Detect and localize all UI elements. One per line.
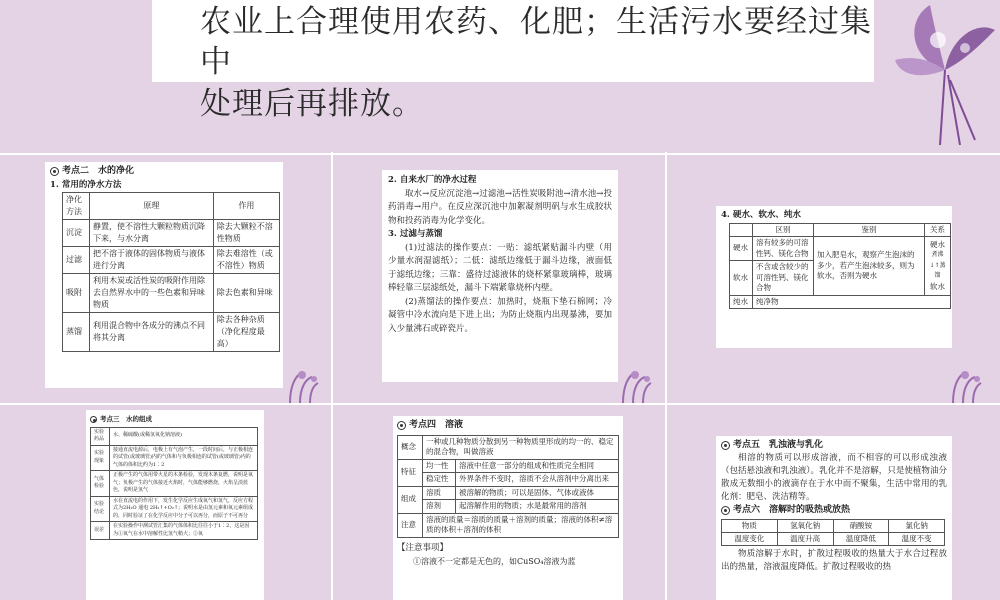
table-row: 稳定性 外界条件不变时，溶质不会从溶剂中分离出来 — [398, 473, 619, 487]
table-row: 概念 一种或几种物质分散到另一种物质里形成的均一的、稳定的混合物，叫做溶液 — [398, 435, 619, 459]
table-row: 实验现象 接通直流电源后，电极上有气泡产生，一段时间后，与正极相连的试管(或玻璃管)内的气体和与负极相连的试管(或玻璃管)内的气体的体积比约为1∶2 — [91, 445, 258, 471]
water-hardness-table — [729, 223, 951, 310]
table-row: 吸附 利用木炭或活性炭的吸附作用除去自然界水中的一些色素和异味物质 除去色素和异味 — [63, 274, 280, 313]
card-title: 4. 硬水、软水、纯水 — [721, 210, 801, 220]
banner-line-1: 农业上合理使用农药、化肥；生活污水要经过集中 — [200, 4, 872, 80]
section-title: 考点六 溶解时的吸热或放热 — [721, 504, 947, 517]
bullet-icon — [397, 421, 406, 430]
table-row: 误差 在实验操作中测试管汇集的气体体积比往往小于1∶2，这是因为①氧气在水中溶解性比氢气稍大；②氧 — [91, 522, 258, 540]
card-water-purification — [45, 162, 283, 388]
small-flower-icon — [282, 365, 322, 405]
bullet-icon — [90, 416, 97, 423]
table-row: 纯水 纯净物 — [730, 295, 951, 309]
card-title: 考点二 水的净化 — [50, 165, 278, 179]
relation-cell: 硬水 煮沸↓↑蒸馏 软水 — [925, 237, 951, 296]
table-row: 注意 溶液的质量＝溶质的质量＋溶剂的质量；溶液的体积≠溶质的体积＋溶剂的体积 — [398, 513, 619, 537]
table-row: 实验结论 水在直流电的作用下，发生化学反应生成氧气和氢气，反应方程式为2H₂O 通电 2H₂↑+O₂↑；说明水是由氢元素和氧元素组成的，同时验证了在化学反应中分子可以再分，而原子不可再分 — [91, 496, 258, 522]
table-header-row: 净化方法 原理 作用 — [63, 193, 280, 220]
table-header-row: 物质 氢氧化钠 硝酸铵 氯化钠 — [722, 520, 945, 533]
section-heading: 2. 自来水厂的净水过程 — [388, 175, 477, 185]
card-emulsion-dissolution — [716, 436, 952, 600]
table-row: 蒸馏 利用混合物中各成分的沸点不同将其分离 除去各种杂质（净化程度最高） — [63, 313, 280, 352]
table-header-row: 区别 鉴别 关系 — [730, 223, 951, 237]
small-flower-icon — [945, 365, 985, 405]
table-row: 溶剂 起溶解作用的物质；水是最常用的溶剂 — [398, 500, 619, 514]
bullet-icon — [721, 506, 730, 515]
paragraph: 相溶的物质可以形成溶液，而不相容的可以形成浊液（包括悬浊液和乳浊液）。乳化并不是溶解，只是使植物油分散成无数细小的液滴存在于水中而不聚集，生活中常用的乳化剂：肥皂、洗洁精等。 — [721, 453, 947, 502]
card-water-plant-filtration — [382, 170, 618, 382]
card-hard-soft-water — [716, 206, 952, 348]
table-row: 沉淀 静置，使不溶性大颗粒物质沉降下来，与水分离 除去大颗粒不溶性物质 — [63, 220, 280, 247]
table-row: 气体检验 正极产生的气体用带火星的木条检验，发现木条复燃，说明是氧气；负极产生的气体接近火焰时，气体能够燃烧，火焰呈淡蓝色，说明是氢气 — [91, 471, 258, 497]
small-flower-icon — [615, 365, 655, 405]
banner-line-2: 处理后再排放。 — [200, 86, 424, 122]
table-row: 软水 不含或含较少的可溶性钙、镁化合物 — [730, 261, 951, 296]
note-text: ①溶液不一定都是无色的，如CuSO₄溶液为蓝 — [413, 557, 576, 566]
paragraph: 物质溶解于水时，扩散过程吸收的热量大于水合过程放出的热量，溶液温度降低。扩散过程吸收的热 — [721, 549, 947, 572]
bullet-icon — [721, 441, 730, 450]
banner — [152, 0, 874, 122]
table-row: 组成 溶质 被溶解的物质；可以是固体、气体或液体 — [398, 486, 619, 500]
card-title: 考点三 水的组成 — [90, 413, 260, 427]
bullet-icon — [50, 167, 59, 176]
paragraph: (1)过滤法的操作要点：一贴：滤纸紧贴漏斗内壁（用少量水润湿滤纸）；二低：滤纸边缘低于漏斗边缘，液面低于滤纸边缘；三靠：盛待过滤液体的烧杯紧靠玻璃棒，玻璃棒轻靠三层滤纸处，漏斗下端紧靠烧杯内壁。 — [388, 242, 612, 293]
purification-table — [62, 192, 280, 352]
section-heading: 3. 过滤与蒸馏 — [388, 229, 443, 239]
decorative-flower-icon — [890, 0, 1000, 150]
paragraph: (2)蒸馏法的操作要点：加热时，烧瓶下垫石棉网；冷凝管中冷水流向是下进上出；为防止烧瓶内出现暴沸，要加入少量沸石或碎瓷片。 — [388, 296, 612, 334]
solution-table — [397, 435, 619, 538]
table-row: 温度变化 温度升高 温度降低 温度不变 — [722, 533, 945, 546]
section-title: 考点五 乳浊液与乳化 — [721, 439, 947, 452]
table-row: 实验药品 水、稀硫酸(或稀氢氧化钠溶液) — [91, 427, 258, 445]
table-row: 特征 均一性 溶液中任意一部分的组成和性质完全相同 — [398, 459, 619, 473]
card-subtitle: 1. 常用的净水方法 — [50, 179, 122, 190]
card-title: 考点四 溶液 — [397, 419, 619, 433]
card-water-composition — [86, 410, 264, 600]
table-row: 过滤 把不溶于液体的固体物质与液体进行分离 除去难溶性（或不溶性）物质 — [63, 247, 280, 274]
water-composition-table — [90, 427, 258, 541]
dissolution-heat-table — [721, 519, 945, 546]
note-title: 【注意事项】 — [397, 542, 449, 553]
table-row: 硬水 溶有较多的可溶性钙、镁化合物 加入肥皂水，观察产生泡沫的多少，若产生泡沫较多，则为软水，否则为硬水 硬水 煮沸↓↑蒸馏 软水 — [730, 237, 951, 261]
paragraph: 取水→反应沉淀池→过滤池→活性炭吸附池→清水池→投药消毒→用户。在反应深沉池中加絮凝剂明矾与水生成胶状物和投药消毒为化学变化。 — [388, 188, 612, 226]
card-solution — [393, 416, 623, 600]
